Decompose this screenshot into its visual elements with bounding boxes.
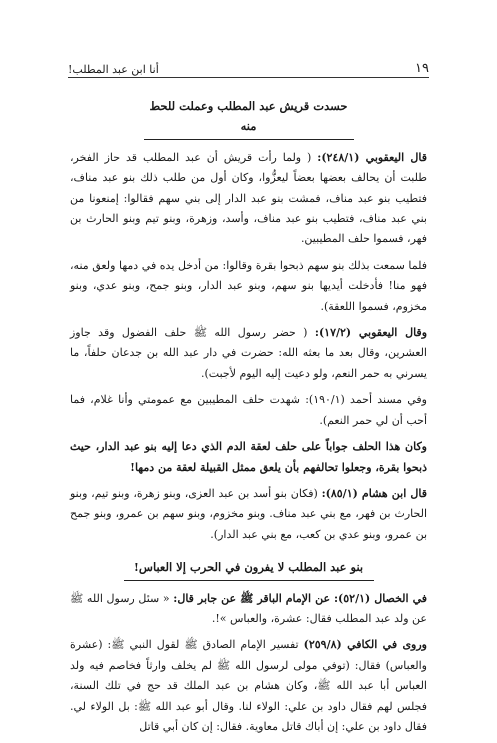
- source-citation: قال اليعقوبي (٢٤٨/١):: [317, 150, 428, 164]
- paragraph: [70, 484, 427, 545]
- paragraph-text: (فكان بنو أسد بن عبد العزى، وبنو زهرة، وبنو تيم، وبنو الحارث بن فهر، مع بني عبد مناف. وبنو مخزوم، وبنو سهم بن عمرو، وبنو جمح بن عمرو، وبنو عدي بن كعب، مع بني عبد الدار).: [70, 486, 427, 541]
- paragraph-text: تفسير الإمام الصادق ﷺ لقول النبي ﷺ: (عشرة والعباس) فقال: (توفي مولى لرسول الله ﷺ لم يخلف وارثاً فخاصم فيه ولد العباس أبا عبد الله ﷺ، وكان هشام بن عبد الملك قد حج في تلك السنة، فجلس لهم فقال داود بن علي: الولاء لنا. وقال أبو عبد الله ﷺ: بل الولاء لي. فقال داود بن علي: إن أباك قاتل معاوية. فقال: إن كان أبي قاتل: [70, 638, 427, 733]
- paragraph: [70, 148, 427, 250]
- paragraph: [70, 589, 427, 630]
- paragraph: [70, 323, 427, 384]
- running-title: أنا ابن عبد المطلب!: [68, 63, 159, 76]
- page-header: [68, 58, 429, 76]
- source-citation: في الخصال (٥٢/١): عن الإمام الباقر ﷺ عن جابر قال:: [173, 591, 427, 605]
- header-divider: [68, 77, 429, 78]
- paragraph-text: ( ولما رأت قريش أن عبد المطلب قد حاز الفخر، طلبت أن يحالف بعضها بعضاً ليعزُّوا، وكان أول من طلب ذلك بنو عبد مناف، فتطيب بنو عبد مناف، فمشت بنو عبد الدار إلى بني سهم فقالوا: إمنعونا من بني عبد مناف، فتطيب بنو عبد مناف، وأسد، وزهرة، وبنو تيم وبنو الحارث بن فهر، فسموا حلف المطيبين.: [70, 150, 427, 246]
- source-citation: وقال اليعقوبي (١٧/٢):: [314, 326, 428, 340]
- page-number: ١٩: [415, 61, 429, 76]
- page-body: [70, 96, 427, 743]
- paragraph: فلما سمعت بذلك بنو سهم ذبحوا بقرة وقالوا: من أدخل يده في دمها ولعق منه، فهو منا! فأدخلت أيديها بنو سهم، وبنو عبد الدار، وبنو جمح، وبنو عدي، وبنو مخزوم، فسموا اللعقة).: [70, 258, 427, 313]
- bold-paragraph: وكان هذا الحلف جواباً على حلف لعقة الدم الذي دعا إليه بنو عبد الدار، حيث ذبحوا بقرة، وجعلوا تحالفهم بأن يلعق ممثل القبيلة لعقة من دمها!: [70, 440, 427, 474]
- source-citation: وروى في الكافي (٢٥٩/٨): [303, 638, 427, 652]
- section-heading-1: حسدت قريش عبد المطلب وعملت للحط منه: [144, 96, 354, 140]
- paragraph: [70, 635, 427, 737]
- source-citation: قال ابن هشام (٨٥/١):: [321, 486, 428, 500]
- section-heading-2: بنو عبد المطلب لا يفرون في الحرب إلا العباس!: [124, 557, 374, 580]
- paragraph-text: « سئل رسول الله ﷺ عن ولد عبد المطلب فقال: عشرة، والعباس »!.: [70, 591, 427, 625]
- paragraph: وفي مسند أحمد (١٩٠/١): شهدت حلف المطيبين مع عمومتي وأنا غلام، فما أحب أن لي حمر النعم).: [70, 393, 427, 427]
- paragraph-text: ( حضر رسول الله ﷺ حلف الفضول وقد جاوز العشرين، وقال بعد ما بعثه الله: حضرت في دار عبد الله بن جدعان حلفاً، ما يسرني به حمر النعم، ولو دعيت إليه اليوم لأجبت).: [70, 326, 427, 380]
